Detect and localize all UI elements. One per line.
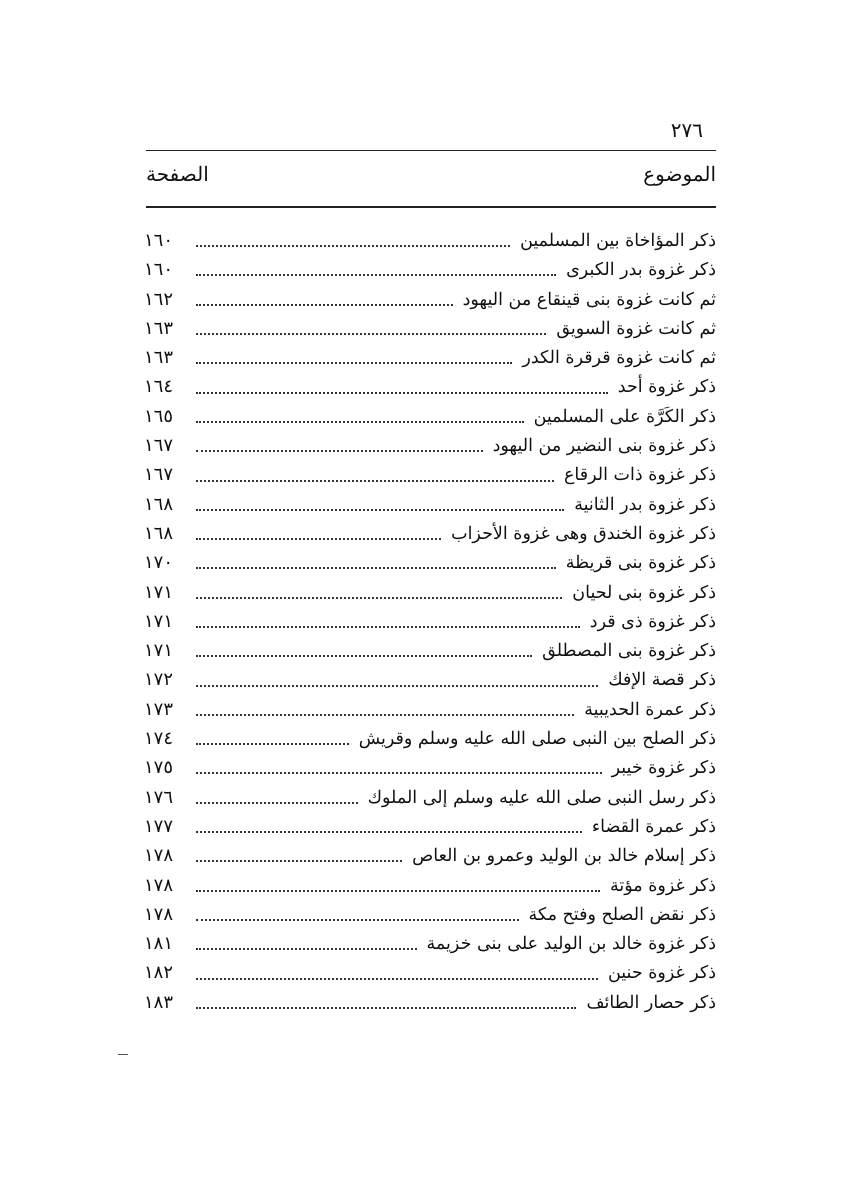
toc-entry-title: ذكر غزوة مؤتة xyxy=(610,875,716,896)
toc-entry-page: ١٦٧ xyxy=(144,435,174,457)
toc-entry-title: ذكر غزوة ذى قرد xyxy=(589,611,716,632)
toc-entry-page: ١٦٣ xyxy=(144,347,174,369)
toc-entry xyxy=(144,992,716,1021)
toc-entry-title: ذكر غزوة ذات الرقاع xyxy=(563,465,716,486)
toc-entry-title: ذكر غزوة خيبر xyxy=(611,758,716,779)
toc-entry-page: ١٦٢ xyxy=(144,288,174,310)
toc-entry-page: ١٧٨ xyxy=(144,903,174,925)
toc-entry-page: ١٧٨ xyxy=(144,874,174,896)
dot-leader xyxy=(196,978,598,980)
toc-entry-page: ١٧٥ xyxy=(144,757,174,779)
toc-entry-title: ذكر حصار الطائف xyxy=(586,992,716,1013)
dot-leader xyxy=(196,392,608,394)
page-number: ٢٧٦ xyxy=(670,118,703,142)
toc-entry-title: ذكر غزوة خالد بن الوليد على بنى خزيمة xyxy=(426,934,716,955)
toc-entry-page: ١٦٠ xyxy=(144,230,174,251)
toc-entry-title: ذكر غزوة بنى النضير من اليهود xyxy=(492,436,716,457)
dot-leader xyxy=(196,714,574,716)
toc-entry xyxy=(144,259,716,288)
toc-entry xyxy=(144,347,716,376)
toc-entry-title: ذكر رسل النبى صلى الله عليه وسلم إلى الملوك xyxy=(367,787,716,808)
toc-entry xyxy=(144,582,716,611)
dot-leader xyxy=(196,1007,576,1009)
toc-entry xyxy=(144,875,716,904)
toc-entry-title: ذكر غزوة أحد xyxy=(617,377,716,398)
toc-entry-page: ١٦٠ xyxy=(144,259,174,281)
toc-entry-page: ١٧٠ xyxy=(144,552,174,574)
toc-entry-title: ذكر غزوة الخندق وهى غزوة الأحزاب xyxy=(451,523,716,544)
toc-entry-page: ١٧٧ xyxy=(144,815,174,837)
toc-entry-title: ذكر إسلام خالد بن الوليد وعمرو بن العاص xyxy=(412,846,716,867)
dot-leader xyxy=(196,421,524,423)
toc-entry-page: ١٧١ xyxy=(144,610,174,632)
toc-entry-page: ١٧٨ xyxy=(144,845,174,867)
toc-entry-title: ثم كانت غزوة قرقرة الكدر xyxy=(522,348,716,369)
dot-leader xyxy=(196,626,580,628)
toc-entry-page: ١٨٢ xyxy=(144,962,174,984)
page-column-label: الصفحة xyxy=(146,162,209,186)
toc-entry-title: ذكر نقض الصلح وفتح مكة xyxy=(528,904,716,925)
table-of-contents xyxy=(144,230,716,1021)
dot-leader xyxy=(196,538,441,540)
dot-leader xyxy=(196,919,519,921)
toc-entry-page: ١٧٦ xyxy=(144,786,174,808)
toc-entry-page: ١٦٨ xyxy=(144,522,174,544)
toc-entry-title: ذكر عمرة القضاء xyxy=(591,816,716,837)
toc-entry-page: ١٧١ xyxy=(144,581,174,603)
dot-leader xyxy=(196,274,556,276)
dot-leader xyxy=(196,772,602,774)
toc-entry xyxy=(144,728,716,757)
toc-entry-title: ذكر الكَرَّة على المسلمين xyxy=(533,406,716,427)
toc-entry xyxy=(144,962,716,991)
toc-entry xyxy=(144,669,716,698)
toc-entry xyxy=(144,552,716,581)
toc-entry xyxy=(144,611,716,640)
toc-entry xyxy=(144,904,716,933)
toc-entry-title: ثم كانت غزوة بنى قينقاع من اليهود xyxy=(462,289,716,310)
dot-leader xyxy=(196,655,532,657)
toc-entry xyxy=(144,757,716,786)
toc-entry-page: ١٦٨ xyxy=(144,493,174,515)
dot-leader xyxy=(196,860,402,862)
toc-entry xyxy=(144,816,716,845)
dot-leader xyxy=(196,362,512,364)
toc-entry-title: ذكر غزوة بدر الكبرى xyxy=(566,260,716,281)
toc-entry xyxy=(144,435,716,464)
toc-entry xyxy=(144,318,716,347)
dot-leader xyxy=(196,597,562,599)
toc-entry xyxy=(144,376,716,405)
toc-entry-page: ١٦٣ xyxy=(144,317,174,339)
toc-entry xyxy=(144,523,716,552)
toc-entry-title: ذكر غزوة حنين xyxy=(607,963,716,984)
toc-entry-page: ١٨٣ xyxy=(144,991,174,1013)
toc-entry xyxy=(144,699,716,728)
dot-leader xyxy=(196,567,556,569)
toc-entry xyxy=(144,406,716,435)
toc-entry xyxy=(144,464,716,493)
dot-leader xyxy=(196,450,483,452)
toc-entry-title: ذكر غزوة بدر الثانية xyxy=(574,494,716,515)
dot-leader xyxy=(196,831,582,833)
toc-entry xyxy=(144,289,716,318)
toc-entry-page: ١٧٣ xyxy=(144,698,174,720)
toc-entry-title: ذكر غزوة بنى لحيان xyxy=(572,582,716,603)
dot-leader xyxy=(196,509,564,511)
dot-leader xyxy=(196,948,417,950)
toc-entry-page: ١٧١ xyxy=(144,640,174,662)
toc-entry-title: ذكر قصة الإفك xyxy=(608,670,716,691)
header-top-rule xyxy=(146,150,716,151)
toc-entry-title: ذكر الصلح بين النبى صلى الله عليه وسلم وقريش xyxy=(358,729,716,750)
toc-entry xyxy=(144,494,716,523)
toc-entry-title: ذكر غزوة بنى قريظة xyxy=(565,553,716,574)
toc-entry xyxy=(144,933,716,962)
dot-leader xyxy=(196,685,598,687)
toc-entry-page: ١٦٥ xyxy=(144,405,174,427)
toc-entry-page: ١٦٧ xyxy=(144,464,174,486)
dot-leader xyxy=(196,304,453,306)
toc-entry-page: ١٦٤ xyxy=(144,376,174,398)
toc-entry-title: ذكر المؤاخاة بين المسلمين xyxy=(520,231,716,251)
toc-entry-page: ١٧٢ xyxy=(144,669,174,691)
dot-leader xyxy=(196,245,510,247)
toc-entry-page: ١٧٤ xyxy=(144,728,174,750)
dot-leader xyxy=(196,890,600,892)
dot-leader xyxy=(196,743,349,745)
toc-entry xyxy=(144,230,716,259)
dot-leader xyxy=(196,802,358,804)
margin-mark xyxy=(118,1054,128,1055)
toc-entry-page: ١٨١ xyxy=(144,933,174,955)
toc-entry-title: ثم كانت غزوة السويق xyxy=(556,318,716,339)
column-header xyxy=(146,162,716,198)
toc-entry-title: ذكر غزوة بنى المصطلق xyxy=(542,641,716,662)
dot-leader xyxy=(196,333,546,335)
header-bottom-rule xyxy=(146,206,716,208)
topic-column-label: الموضوع xyxy=(643,162,716,186)
toc-entry xyxy=(144,845,716,874)
toc-entry-title: ذكر عمرة الحديبية xyxy=(584,699,716,720)
toc-entry xyxy=(144,640,716,669)
dot-leader xyxy=(196,480,554,482)
toc-entry xyxy=(144,787,716,816)
